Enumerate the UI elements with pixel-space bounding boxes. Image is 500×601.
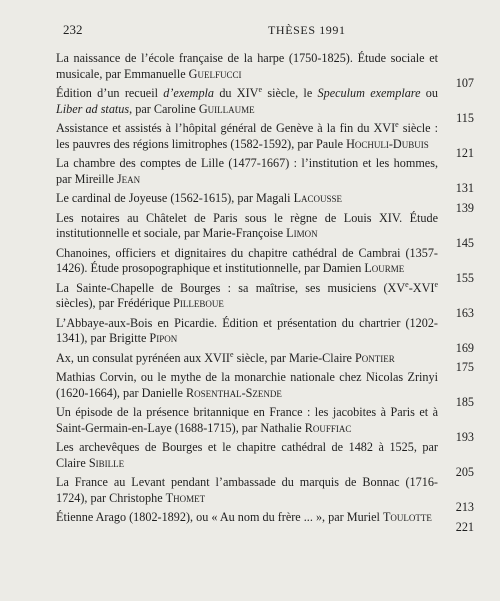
entry-page-number: 145	[455, 235, 474, 250]
author-name: Toulotte	[382, 510, 432, 524]
italic-text: Liber ad status	[56, 101, 130, 116]
entry-page-number: 205	[455, 465, 474, 479]
author-name: Guelfucci	[188, 66, 242, 81]
toc-entry	[56, 279, 474, 320]
toc-entry	[56, 510, 474, 534]
entry-title	[56, 405, 474, 436]
toc-entry	[56, 349, 474, 374]
toc-entry	[56, 245, 474, 285]
entry-title	[56, 510, 474, 526]
title-text: Assistance et assistés à l’hôpital général de Genève à la fin du XVI	[56, 121, 396, 135]
title-text: La France au Levant pendant l’ambassade du marquis de Bonnac (1716-1724), par Christophe	[56, 475, 438, 505]
running-header	[63, 22, 472, 38]
title-text: siècle, le	[262, 86, 318, 100]
author-name: Pipon	[149, 331, 178, 345]
entry-title	[56, 86, 474, 117]
author-name: Pontier	[355, 350, 395, 365]
title-text: Étienne Arago (1802-1892), ou « Au nom du frère ... », par Muriel	[56, 510, 383, 524]
superscript: e	[258, 84, 263, 94]
toc-entry	[56, 51, 474, 90]
title-text: -XVI	[408, 280, 435, 295]
title-text: du XIV	[214, 86, 259, 100]
entry-page-number: 169	[455, 340, 474, 355]
toc-entry	[56, 156, 474, 195]
author-name: Limon	[286, 226, 318, 240]
title-text: Mathias Corvin, ou le mythe de la monarchie nationale chez Nicolas Zrinyi (1620-1664), par Danielle	[56, 370, 438, 400]
title-text: Ax, un consulat pyrénéen aux XVII	[56, 350, 230, 365]
entry-page-number: 107	[455, 76, 474, 90]
entry-page-number: 139	[455, 200, 474, 215]
toc-entry	[56, 210, 474, 250]
toc-entry	[56, 405, 474, 444]
title-text: Les archevêques de Bourges et le chapitre cathédral de 1482 à 1525, par Claire	[56, 440, 438, 470]
entry-page-number: 185	[455, 395, 474, 409]
entry-title	[56, 316, 474, 347]
entry-title	[56, 370, 474, 401]
title-text: La Sainte-Chapelle de Bourges : sa maîtrise, ses musiciens (XV	[56, 280, 406, 295]
superscript: e	[405, 279, 409, 289]
author-name: Jean	[116, 171, 141, 186]
page-number: 232	[63, 22, 83, 37]
title-text: Édition d’un recueil	[56, 86, 164, 100]
author-name: Sibille	[88, 455, 125, 470]
entry-page-number: 221	[455, 519, 474, 534]
title-text: Chanoines, officiers et dignitaires du chapitre cathédral de Cambrai (1357-1426). Étude prosopographique et institutionnelle, par Damien	[56, 245, 438, 275]
title-text: siècles), par Frédérique	[56, 296, 174, 310]
title-text: La naissance de l’école française de la harpe (1750-1825). Étude sociale et musicale, par Emmanuelle	[56, 51, 438, 81]
author-name: Thomet	[165, 490, 206, 505]
toc-entry	[56, 191, 474, 215]
table-of-contents	[56, 51, 474, 534]
entry-title	[56, 440, 474, 471]
title-text: Un épisode de la présence britannique en France : les jacobites à Paris et à Saint-Germain-en-Laye (1688-1715), par Nathalie	[56, 405, 438, 435]
entry-title	[56, 351, 474, 367]
running-title: THÈSES 1991	[268, 23, 346, 37]
entry-title	[56, 281, 474, 312]
author-name: Rouffiac	[304, 420, 352, 435]
entry-page-number: 213	[455, 500, 474, 514]
toc-entry	[56, 119, 474, 160]
toc-entry	[56, 440, 474, 479]
superscript: e	[434, 279, 438, 289]
title-text: La chambre des comptes de Lille (1477-1667) : l’institution et les hommes, par Mireille	[56, 156, 438, 186]
author-name: Hochuli-Dubuis	[346, 136, 429, 151]
superscript: e	[229, 349, 234, 359]
entry-title	[56, 475, 474, 506]
author-name: Lourme	[364, 261, 405, 275]
title-text: Le cardinal de Joyeuse (1562-1615), par Magali	[56, 191, 294, 205]
title-text: ou	[420, 86, 438, 100]
entry-page-number: 175	[455, 360, 474, 374]
entry-page-number: 193	[455, 430, 474, 444]
italic-text: Speculum exemplare	[317, 86, 421, 100]
italic-text: d’exempla	[163, 86, 215, 100]
author-name: Lacousse	[293, 191, 343, 205]
title-text: L’Abbaye-aux-Bois en Picardie. Édition et présentation du chartrier (1202-1341), par Brigitte	[56, 315, 438, 345]
author-name: Guillaume	[198, 101, 255, 116]
entry-page-number: 131	[455, 181, 474, 195]
entry-page-number: 155	[455, 270, 474, 285]
toc-entry	[56, 370, 474, 409]
entry-page-number: 121	[455, 146, 474, 160]
title-text: siècle : les pauvres des régions limitrophes (1582-1592), par Paule	[56, 121, 438, 151]
entry-title	[56, 121, 474, 152]
entry-page-number: 163	[455, 305, 474, 320]
toc-entry	[56, 475, 474, 514]
entry-page-number: 115	[456, 111, 474, 125]
entry-title	[56, 246, 474, 277]
entry-title	[56, 211, 474, 242]
author-name: Pilleboue	[173, 296, 224, 310]
entry-title	[56, 156, 474, 187]
superscript: e	[395, 119, 399, 129]
title-text: siècle, par Marie-Claire	[233, 350, 356, 365]
title-text: , par Caroline	[129, 101, 199, 116]
entry-title	[56, 51, 474, 82]
toc-entry	[56, 84, 474, 125]
toc-entry	[56, 315, 474, 355]
entry-title	[56, 191, 474, 207]
title-text: Les notaires au Châtelet de Paris sous le règne de Louis XIV. Étude institutionnelle et sociale, par Marie-Françoise	[56, 210, 438, 240]
author-name: Rosenthal-Szende	[185, 385, 282, 400]
